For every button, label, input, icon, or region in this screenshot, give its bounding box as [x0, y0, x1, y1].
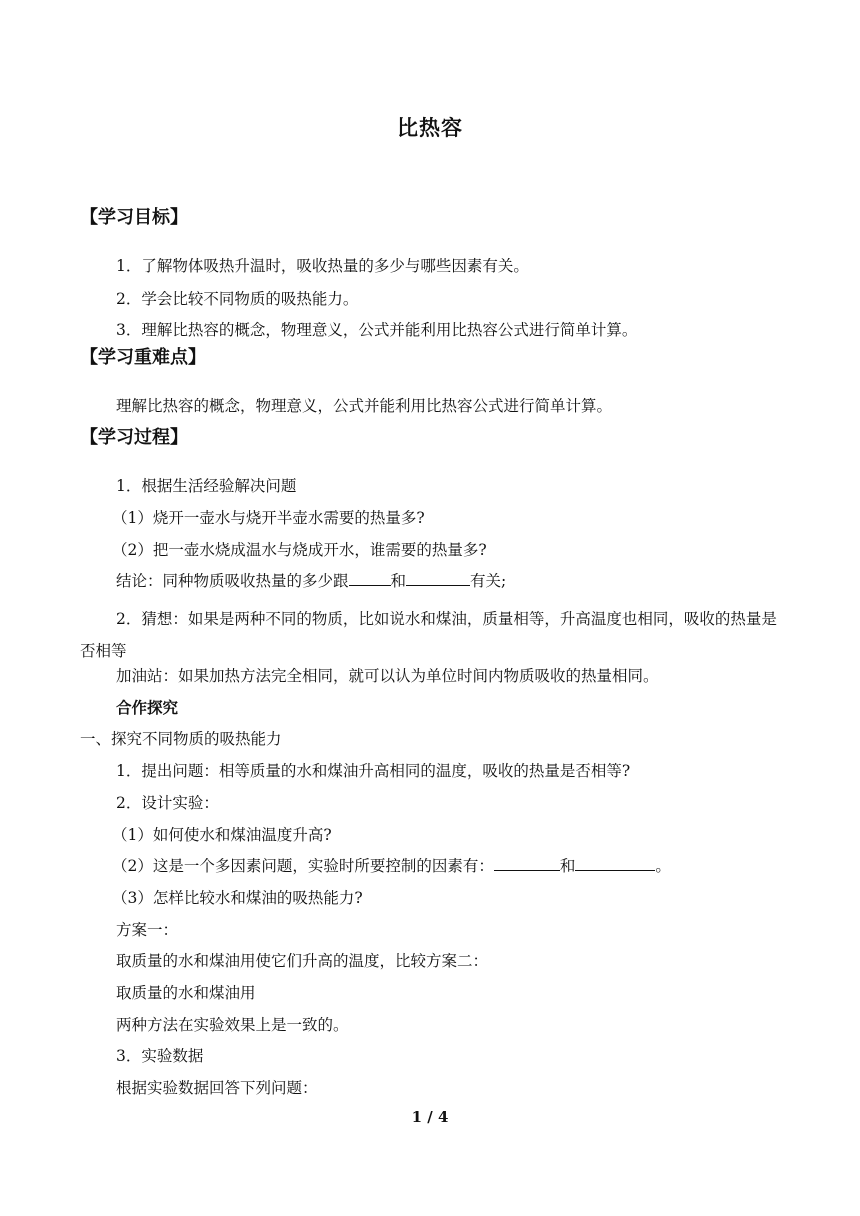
step-2: 2．设计实验： [116, 794, 219, 812]
question-1a: （1）烧开一壶水与烧开半壶水需要的热量多? [112, 509, 425, 527]
guess-paragraph: 2．猜想：如果是两种不同的物质，比如说水和煤油，质量相等，升高温度也相同，吸收的热量是否相等 [80, 610, 777, 660]
process-heading: 【学习过程】 [80, 427, 188, 448]
same-effect-text: 两种方法在实验效果上是一致的。 [116, 1016, 349, 1034]
plan-1-text: 取质量的水和煤油用使它们升高的温度，比较方案二： [116, 952, 489, 970]
goal-item-3: 3．理解比热容的概念，物理意义，公式并能利用比热容公式进行简单计算。 [116, 321, 638, 339]
tip-text: 加油站：如果加热方法完全相同，就可以认为单位时间内物质吸收的热量相同。 [116, 667, 659, 685]
step-2a: （1）如何使水和煤油温度升高? [112, 826, 332, 844]
step-3-text: 根据实验数据回答下列问题： [116, 1079, 318, 1097]
page-number: 1 / 4 [411, 1108, 449, 1126]
goal-item-1: 1．了解物体吸热升温时，吸收热量的多少与哪些因素有关。 [116, 257, 529, 275]
question-1b: （2）把一壶水烧成温水与烧成开水，谁需要的热量多? [112, 541, 487, 559]
fill-blank-1[interactable] [349, 571, 391, 586]
step-2b-line [112, 856, 671, 876]
conclusion-line [116, 571, 506, 591]
key-points-text: 理解比热容的概念，物理意义，公式并能利用比热容公式进行简单计算。 [116, 397, 613, 415]
conclusion-text-a: 结论：同种物质吸收热量的多少跟 [116, 572, 349, 590]
cooperative-inquiry-label: 合作探究 [116, 699, 179, 717]
fill-blank-4[interactable] [575, 856, 655, 871]
part-1-title: 一、探究不同物质的吸热能力 [80, 730, 282, 748]
conclusion-text-b: 和 [390, 572, 407, 590]
plan-2-text: 取质量的水和煤油用 [116, 984, 256, 1002]
key-points-heading: 【学习重难点】 [80, 347, 206, 368]
fill-blank-2[interactable] [406, 571, 470, 586]
step-3: 3．实验数据 [116, 1047, 204, 1065]
goal-item-2: 2．学会比较不同物质的吸热能力。 [116, 290, 359, 308]
step-2b-text-c: 。 [655, 857, 671, 875]
step-2b-text-b: 和 [559, 857, 576, 875]
fill-blank-3[interactable] [494, 856, 560, 871]
conclusion-text-c: 有关; [470, 572, 507, 590]
plan-1-label: 方案一： [116, 921, 179, 939]
page-title: 比热容 [397, 116, 463, 140]
goals-heading: 【学习目标】 [80, 207, 188, 228]
step-1: 1．提出问题：相等质量的水和煤油升高相同的温度，吸收的热量是否相等? [116, 762, 631, 780]
question-1: 1．根据生活经验解决问题 [116, 477, 297, 495]
step-2c: （3）怎样比较水和煤油的吸热能力? [112, 889, 363, 907]
step-2b-text-a: （2）这是一个多因素问题，实验时所要控制的因素有： [112, 857, 494, 875]
